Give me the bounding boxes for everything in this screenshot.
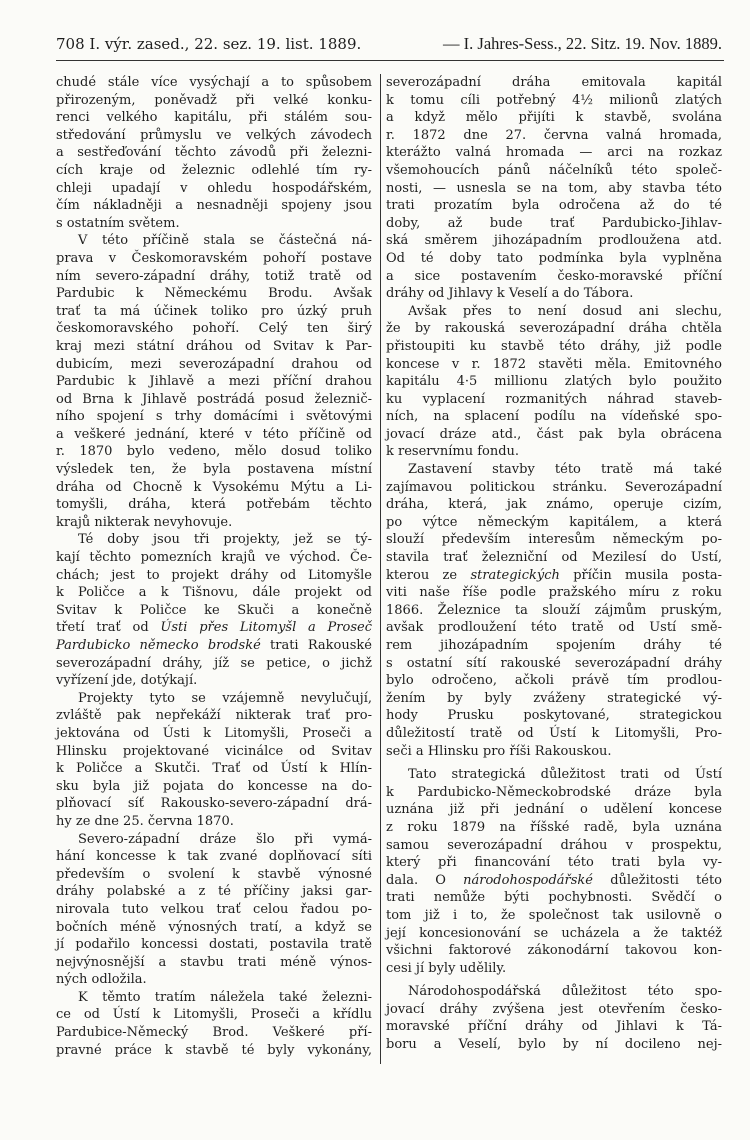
italic-text: Pardubicko německo brodské	[56, 638, 261, 653]
header-czech: 708 I. výr. zased., 22. sez. 19. list. 1889.	[56, 35, 362, 53]
paragraph	[386, 983, 722, 1053]
text-line: samou severozápadní dráhou v prospektu,	[386, 837, 722, 853]
text-line: zajímavou politickou stránku. Severozápadní	[386, 479, 722, 495]
italic-text: národohospodářské	[463, 872, 594, 888]
text-line: ská směrem jihozápadním prodloužena atd.	[386, 233, 722, 249]
text-line: chách; jest to projekt dráhy od Litomyšle	[56, 567, 372, 583]
text-line: slouží především interesům německým po-	[386, 532, 722, 548]
column-separator	[380, 74, 381, 1064]
text-line: Pardubic k Německému Brodu. Avšak	[56, 286, 372, 302]
text-line: bočních méně výnosných tratí, a když se	[56, 919, 372, 935]
text-line: nirovala tuto velkou trať celou řadou po-	[56, 901, 372, 917]
paragraph	[386, 461, 722, 760]
italic-text: Ústi přes Litomyšl a Proseč	[160, 620, 372, 636]
text-line: Severo-západní dráze šlo při vymá-	[78, 831, 372, 847]
text-line: přistoupiti ku stavbě této dráhy, již podle	[386, 338, 722, 354]
text-line: dráha, která, jak známo, operuje cizím,	[386, 497, 722, 513]
text-line: trati nemůže býti pochybnosti. Svědčí o	[386, 890, 722, 906]
text-line: koncese v r. 1872 stavěti měla. Emitovného	[386, 356, 722, 372]
text-line: a veškeré jednání, které v této příčině od	[56, 426, 372, 442]
text-line: všemohoucích pánů náčelníků této společ-	[386, 162, 722, 178]
paragraph	[56, 989, 372, 1059]
text-line: a když mělo přijíti k stavbě, svolána	[386, 110, 722, 126]
text-line: k Poličce a Skutči. Trať od Ústí k Hlín-	[56, 761, 372, 777]
text-line: pravné práce k stavbě té byly vykonány,	[56, 1042, 372, 1058]
text-line: Tato strategická důležitost trati od Ústí	[408, 767, 722, 783]
text-line: k Poličce a k Tišnovu, dále projekt od	[56, 585, 372, 601]
text-line: Od té doby tato podmínka byla vyplněna	[386, 250, 722, 266]
text-line	[56, 619, 372, 637]
paragraph	[386, 74, 722, 303]
text-line: severozápadní dráhy, jíž se petice, o jichž	[56, 655, 372, 671]
paragraph	[56, 690, 372, 831]
text-line: r. 1872 dne 27. června valná hromada,	[386, 127, 722, 143]
text-line: Svitav k Poličce ke Skuči a konečně	[56, 602, 372, 618]
text-line	[386, 567, 722, 585]
paragraph	[56, 531, 372, 689]
text-line: hání koncesse k tak zvané doplňovací síti	[56, 849, 372, 865]
text-line: cesi jí byly udělily.	[386, 960, 507, 976]
text-line: jektována od Ústi k Litomyšli, Proseči a	[56, 725, 372, 741]
text-line: žením by byly zváženy strategické vý-	[386, 690, 722, 706]
text-line	[386, 872, 722, 890]
text-line: Hlinsku projektované vicinálce od Svitav	[56, 743, 372, 759]
text-line: středování průmyslu ve velkých závodech	[56, 127, 372, 143]
text-line: bylo odročeno, ačkoli právě tím prodlou-	[386, 673, 722, 689]
text-line: cích kraje od železnic odlehlé tím ry-	[56, 162, 372, 178]
text-line: Pardubic k Jihlavě a mezi příční drahou	[56, 374, 372, 390]
text-line: po výtce německým kapitálem, a která	[386, 514, 722, 530]
text-segment: dala. O	[386, 872, 464, 888]
text-line: k reservnímu fondu.	[386, 444, 520, 460]
text-line: Pardubice-Německý Brod. Veškeré pří-	[56, 1025, 372, 1041]
text-line: který při financování této trati byla vy-	[386, 855, 722, 871]
text-line: krajů nikterak nevyhovuje.	[56, 514, 233, 530]
left-column	[56, 74, 372, 1059]
text-line: všichni faktorové zákonodární takovou kon-	[386, 943, 722, 959]
text-line	[56, 637, 372, 655]
text-line: boru a Veselí, bylo by ní docileno nej-	[386, 1037, 722, 1053]
text-line: trať ta má účinek toliko pro úzký pruh	[56, 303, 372, 319]
text-line: od Brna k Jihlavě postrádá posud železnič-	[56, 391, 372, 407]
paragraph	[56, 831, 372, 989]
text-line: že by rakouská severozápadní dráha chtěla	[386, 321, 722, 337]
text-line: seči a Hlinsku pro říši Rakouskou.	[386, 743, 612, 759]
text-line: 1866. Železnice ta slouží zájmům pruským,	[386, 602, 722, 618]
text-line: Zastavení stavby této tratě má také	[408, 462, 722, 478]
text-segment: kterou ze	[386, 567, 471, 583]
text-line: jí podařilo koncessi dostati, postavila tratě	[56, 937, 372, 953]
text-line: z roku 1879 na říšské radě, byla uznána	[386, 819, 722, 835]
text-line: přirozeným, poněvadž při velké konku-	[56, 92, 372, 108]
text-line: Té doby jsou tři projekty, jež se tý-	[78, 532, 372, 548]
text-line: výsledek ten, že byla postavena místní	[56, 462, 372, 478]
text-line: k tomu cíli potřebný 4½ milionů zlatých	[386, 92, 722, 108]
text-line: chudé stále více vysýchají a to spůsobem	[56, 75, 372, 90]
text-segment: třetí trať od	[56, 620, 161, 636]
text-line: chleji upadají v ohledu hospodářském,	[56, 180, 372, 196]
header-german: — I. Jahres-Sess., 22. Sitz. 19. Nov. 1889.	[443, 34, 722, 53]
text-line: r. 1870 bylo vedeno, mělo dosud toliko	[56, 444, 372, 460]
text-line: stavila trať železniční od Mezilesí do Ustí,	[386, 550, 722, 566]
text-line: severozápadní dráha emitovala kapitál	[386, 75, 722, 90]
text-line: kterážto valná hromada — arci na rozkaz	[386, 145, 722, 161]
text-line: trati prozatím byla odročena až do té	[386, 198, 722, 214]
text-line: kraj mezi státní dráhou od Svitav k Par-	[56, 338, 372, 354]
text-line: jovací dráhy zvýšena jest otevřením česko-	[386, 1001, 722, 1017]
text-line: tom již i to, že společnost tak usilovně o	[386, 907, 722, 923]
text-line: dráha od Chocně k Vysokému Mýtu a Li-	[56, 479, 372, 495]
text-line: ních, na splacení podílu na vídeňské spo-	[386, 409, 722, 425]
text-line: a sice postavením česko-moravské příční	[386, 268, 722, 284]
text-line: hy ze dne 25. června 1870.	[56, 813, 234, 829]
text-line: renci velkého kapitálu, při stálém sou-	[56, 110, 372, 126]
text-line: viti naše říše podle pražského míru z roku	[386, 585, 722, 601]
text-segment: trati Rakouské	[260, 638, 372, 653]
text-line: s ostatním světem.	[56, 215, 180, 231]
text-line: s ostatní sítí rakouské severozápadní dráhy	[386, 655, 722, 671]
paragraph	[56, 74, 372, 232]
text-line: čím nákladněji a nesnadněji spojeny jsou	[56, 198, 372, 214]
header-rule	[56, 60, 724, 61]
text-segment: důležitosti této	[593, 872, 722, 888]
text-line: Národohospodářská důležitost této spo-	[408, 984, 722, 1000]
text-line: plňovací síť Rakousko-severo-západní drá-	[56, 796, 372, 812]
running-header	[56, 34, 722, 56]
text-line: dráhy od Jihlavy k Veselí a do Tábora.	[386, 286, 634, 302]
text-line: zvláště pak nepřekáží nikterak trať pro-	[56, 708, 372, 724]
text-line: především o svolení k stavbě výnosné	[56, 866, 372, 882]
text-line: ných odložila.	[56, 972, 147, 988]
text-line: moravské příční dráhy od Jihlavi k Tá-	[386, 1019, 722, 1035]
text-line: ního spojení s trhy domácími i světovými	[56, 409, 372, 425]
paragraph	[386, 303, 722, 461]
text-line: tomyšli, dráha, která potřebám těchto	[56, 497, 372, 513]
text-line: Projekty tyto se vzájemně nevylučují,	[78, 690, 372, 706]
text-line: prava v Českomoravském pohoří postave	[56, 250, 372, 266]
text-line: jovací dráze atd., část pak byla obrácena	[386, 426, 722, 442]
text-line: ce od Ústí k Litomyšli, Proseči a křídlu	[56, 1007, 372, 1023]
text-line: vyřízení jde, dotýkají.	[56, 673, 198, 689]
text-line: K těmto tratím náležela také železni-	[78, 989, 372, 1005]
text-line: uznána již při jednání o udělení koncese	[386, 802, 722, 818]
text-line: nosti, — usnesla se na tom, aby stavba této	[386, 180, 722, 196]
text-line: rem jihozápadním spojením dráhy té	[386, 638, 722, 653]
text-line: důležitostí tratě od Ústí k Litomyšli, Pro-	[386, 725, 722, 741]
paragraph	[386, 766, 722, 977]
text-line: sku byla již pojata do koncesse na do-	[56, 778, 372, 794]
right-column	[386, 74, 722, 1054]
paragraph	[56, 232, 372, 531]
text-line: ním severo-západní dráhy, totiž tratě od	[56, 268, 372, 284]
text-line: k Pardubicko-Německobrodské dráze byla	[386, 784, 722, 800]
text-line: V této příčině stala se částečná ná-	[78, 233, 372, 249]
text-line: dráhy polabské a z té příčiny jaksi gar-	[56, 884, 372, 900]
italic-text: strategických	[470, 567, 560, 583]
text-line: její koncesionování se ucházela a že taktéž	[386, 925, 722, 941]
text-line: nejvýnosnější a stavbu trati méně výnos-	[56, 954, 372, 970]
text-line: avšak prodloužení této tratě od Ustí smě-	[386, 620, 722, 636]
text-line: Avšak přes to není dosud ani slechu,	[408, 303, 722, 319]
text-line: doby, až bude trať Pardubicko-Jihlav-	[386, 215, 722, 231]
text-line: kapitálu 4·5 millionu zlatých bylo použito	[386, 374, 722, 390]
text-line: českomoravského pohoří. Celý ten širý	[56, 321, 372, 337]
text-line: hody Prusku poskytované, strategickou	[386, 708, 722, 724]
text-line: dubicím, mezi severozápadní drahou od	[56, 356, 372, 372]
text-line: a sestřeďování těchto závodů při železni-	[56, 145, 372, 161]
text-line: kají těchto pomezních krajů ve východ. Če-	[56, 550, 372, 566]
text-line: ku vyplacení rozmanitých náhrad staveb-	[386, 391, 722, 407]
text-segment: příčin musila posta-	[559, 567, 723, 583]
